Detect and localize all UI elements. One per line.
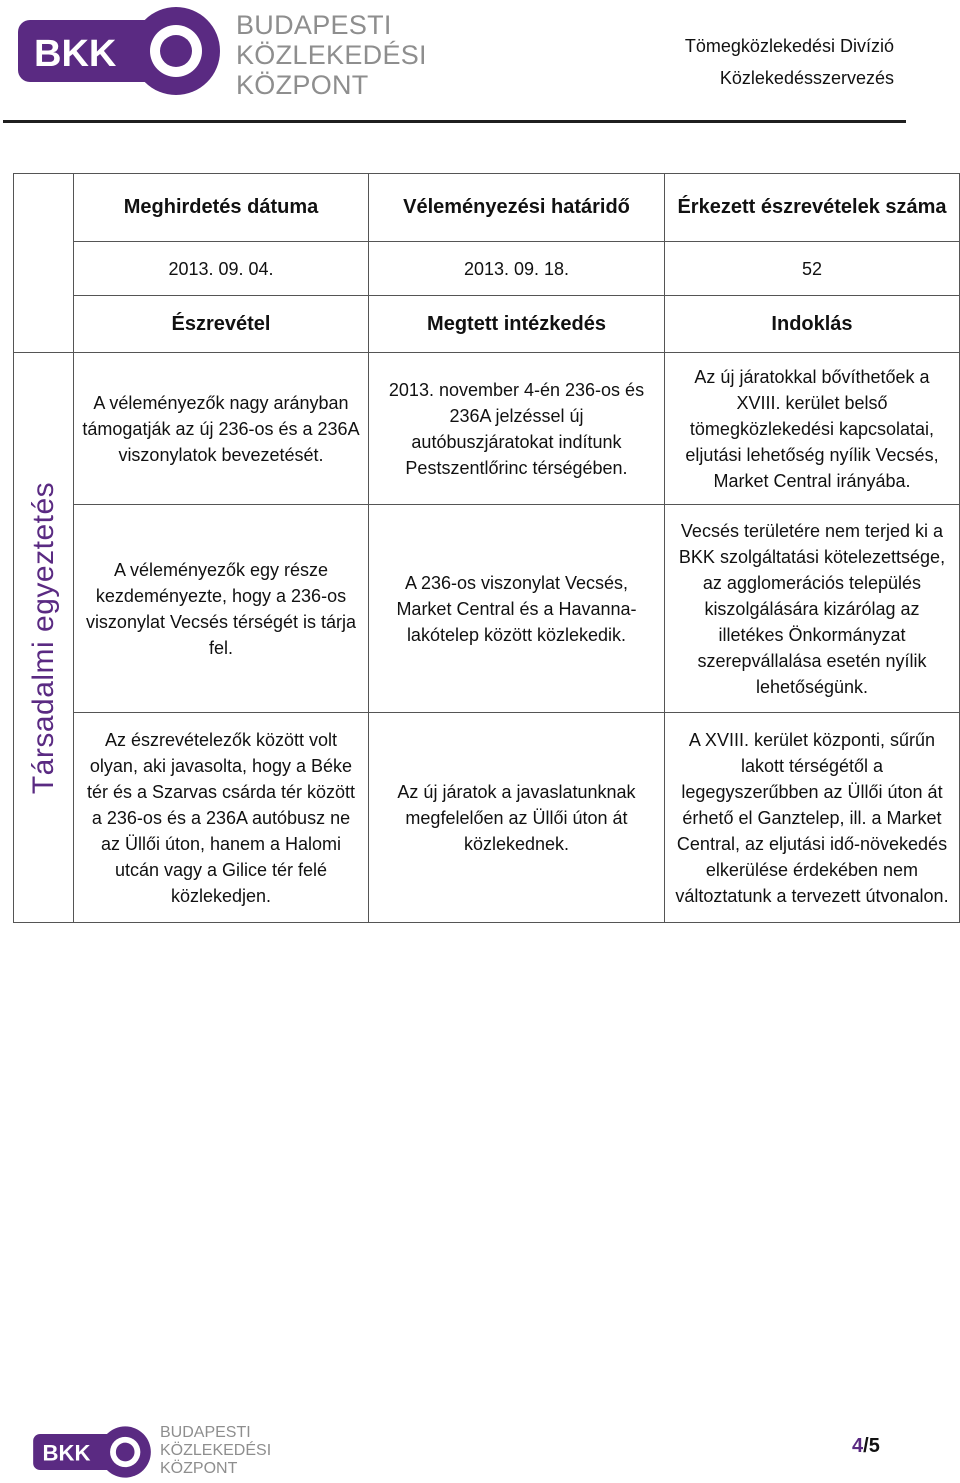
header-deadline: Véleményezési határidő	[369, 174, 665, 242]
logo-wordmark	[236, 10, 427, 100]
consultation-table	[13, 173, 960, 923]
page-header	[0, 0, 960, 124]
summary-row	[14, 242, 960, 296]
header-comment-count: Érkezett észrevételek száma	[665, 174, 960, 242]
announcement-date-value: 2013. 09. 04.	[74, 242, 369, 296]
logo-line-2: KÖZLEKEDÉSI	[236, 40, 427, 70]
header-observation: Észrevétel	[74, 296, 369, 353]
division-info	[685, 30, 894, 94]
footer-logo-line-2: KÖZLEKEDÉSI	[160, 1442, 272, 1459]
page-separator: /	[863, 1435, 869, 1457]
subheader-row	[14, 296, 960, 353]
reason-cell: Az új járatokkal bővíthetőek a XVIII. kerület belső tömegközlekedési kapcsolatai, eljutási lehetőség nyílik Vecsés, Market Central irányába.	[665, 353, 960, 505]
table-header-row	[14, 174, 960, 242]
division-name: Tömegközlekedési Divízió	[684, 36, 894, 56]
table-row	[14, 353, 960, 505]
footer-logo-line-1: BUDAPESTI	[160, 1424, 251, 1441]
logo-badge-text: BKK	[34, 33, 117, 75]
reason-cell: A XVIII. kerület központi, sűrűn lakott térségétől a legegyszerűbben az Üllői úton át érhető el Ganztelep, ill. a Market Central, az eljutási idő-növekedés elkerülése érdekében nem változtatunk a tervezett útvonalon.	[665, 713, 960, 923]
bkk-badge-icon	[16, 6, 222, 96]
logo-line-1: BUDAPESTI	[236, 10, 392, 40]
header-action: Megtett intézkedés	[369, 296, 665, 353]
department-name: Közlekedésszervezés	[719, 68, 894, 88]
page-number	[852, 1435, 880, 1458]
observation-cell: A véleményezők nagy arányban támogatják az új 236-os és a 236A viszonylatok bevezetését.	[74, 353, 369, 505]
action-cell: 2013. november 4-én 236-os és 236A jelzéssel új autóbuszjáratokat indítunk Pestszentlőrinc térségében.	[369, 353, 665, 505]
table-row	[14, 713, 960, 923]
header-rule	[3, 120, 906, 123]
comment-count-value: 52	[665, 242, 960, 296]
table-row	[14, 505, 960, 713]
bkk-badge-icon	[32, 1424, 152, 1480]
action-cell: Az új járatok a javaslatunknak megfelelően az Üllői úton át közlekednek.	[369, 713, 665, 923]
footer-wordmark	[160, 1424, 271, 1478]
deadline-value: 2013. 09. 18.	[369, 242, 665, 296]
side-label-cell	[14, 353, 74, 923]
blank-corner-cell	[14, 174, 74, 353]
footer-logo	[32, 1420, 282, 1482]
header-announcement-date: Meghirdetés dátuma	[74, 174, 369, 242]
logo-line-3: KÖZPONT	[236, 70, 369, 100]
side-label: Társadalmi egyeztetés	[26, 481, 60, 794]
observation-cell: Az észrevételezők között volt olyan, aki javasolta, hogy a Béke tér és a Szarvas csárda tér között a 236-os és a 236A autóbusz ne az Üllői úton, hanem a Halomi utcán vagy a Gilice tér felé közlekedjen.	[74, 713, 369, 923]
observation-cell: A véleményezők egy része kezdeményezte, hogy a 236-os viszonylat Vecsés térségét is tárja fel.	[74, 505, 369, 713]
footer-logo-line-3: KÖZPONT	[160, 1460, 238, 1477]
bkk-logo	[16, 6, 426, 102]
footer-badge-text: BKK	[42, 1440, 91, 1466]
reason-cell: Vecsés területére nem terjed ki a BKK szolgáltatási kötelezettsége, az agglomerációs település kiszolgálására kizárólag az illetékes Önkormányzat szerepvállalása esetén nyílik lehetőségünk.	[665, 505, 960, 713]
action-cell: A 236-os viszonylat Vecsés, Market Central és a Havanna-lakótelep között közlekedik.	[369, 505, 665, 713]
page-total: 5	[868, 1435, 880, 1457]
header-reason: Indoklás	[665, 296, 960, 353]
page-current: 4	[852, 1435, 864, 1457]
